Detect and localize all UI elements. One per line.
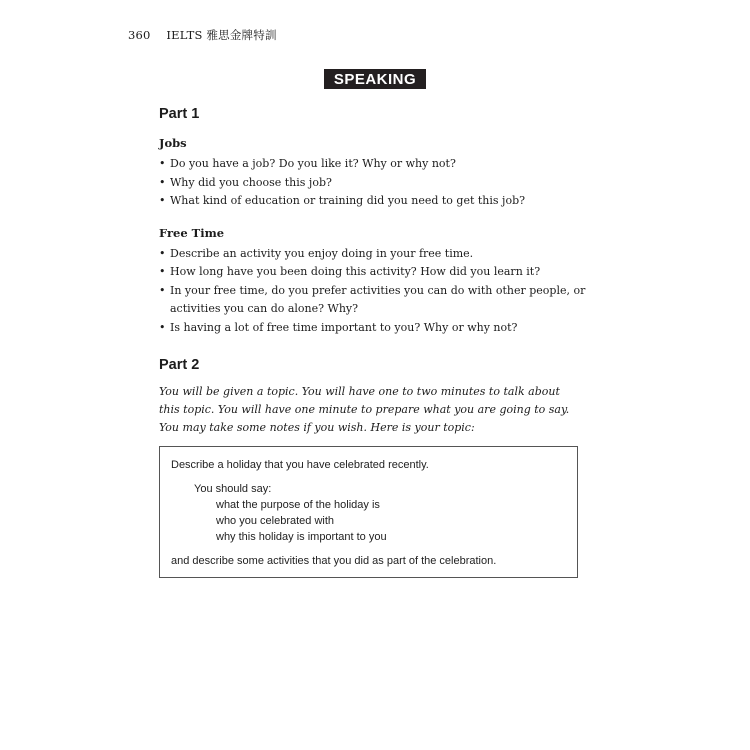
page-number: 360 bbox=[128, 28, 151, 42]
section-title-jobs: Jobs bbox=[159, 136, 187, 150]
speaking-banner: SPEAKING bbox=[324, 69, 426, 89]
book-title: IELTS 雅思金牌特訓 bbox=[166, 28, 277, 42]
section-banner-wrapper bbox=[0, 69, 750, 89]
part2-instructions: You will be given a topic. You will have one to two minutes to talk about this topic. You will have one minute to prepare what you are going to say. You may take some notes if you wish. Here is your topic: bbox=[159, 385, 570, 435]
list-item: • Why did you choose this job? bbox=[159, 174, 589, 193]
free-time-question-list bbox=[159, 245, 589, 338]
part2-title: Part 2 bbox=[159, 357, 200, 373]
list-item: • What kind of education or training did you need to get this job? bbox=[159, 192, 589, 211]
list-item: • Is having a lot of free time important to you? Why or why not? bbox=[159, 319, 589, 338]
topic-point: what the purpose of the holiday is bbox=[216, 498, 380, 511]
topic-prompt: Describe a holiday that you have celebrated recently. bbox=[171, 458, 429, 471]
list-item: • How long have you been doing this activity? How did you learn it? bbox=[159, 263, 589, 282]
should-say-label: You should say: bbox=[194, 482, 272, 495]
list-item: • Describe an activity you enjoy doing in your free time. bbox=[159, 245, 589, 264]
topic-card bbox=[159, 446, 578, 578]
topic-closing: and describe some activities that you did as part of the celebration. bbox=[171, 554, 497, 567]
jobs-question-list bbox=[159, 155, 589, 211]
list-item: • In your free time, do you prefer activities you can do with other people, or activities you can do alone? Why? bbox=[159, 282, 589, 319]
part1-title: Part 1 bbox=[159, 106, 200, 122]
topic-point: why this holiday is important to you bbox=[216, 530, 387, 543]
list-item: • Do you have a job? Do you like it? Why or why not? bbox=[159, 155, 589, 174]
section-title-free-time: Free Time bbox=[159, 225, 225, 240]
page-content bbox=[159, 106, 589, 578]
topic-point: who you celebrated with bbox=[216, 514, 335, 527]
running-header bbox=[128, 27, 277, 43]
topic-points bbox=[216, 497, 577, 545]
